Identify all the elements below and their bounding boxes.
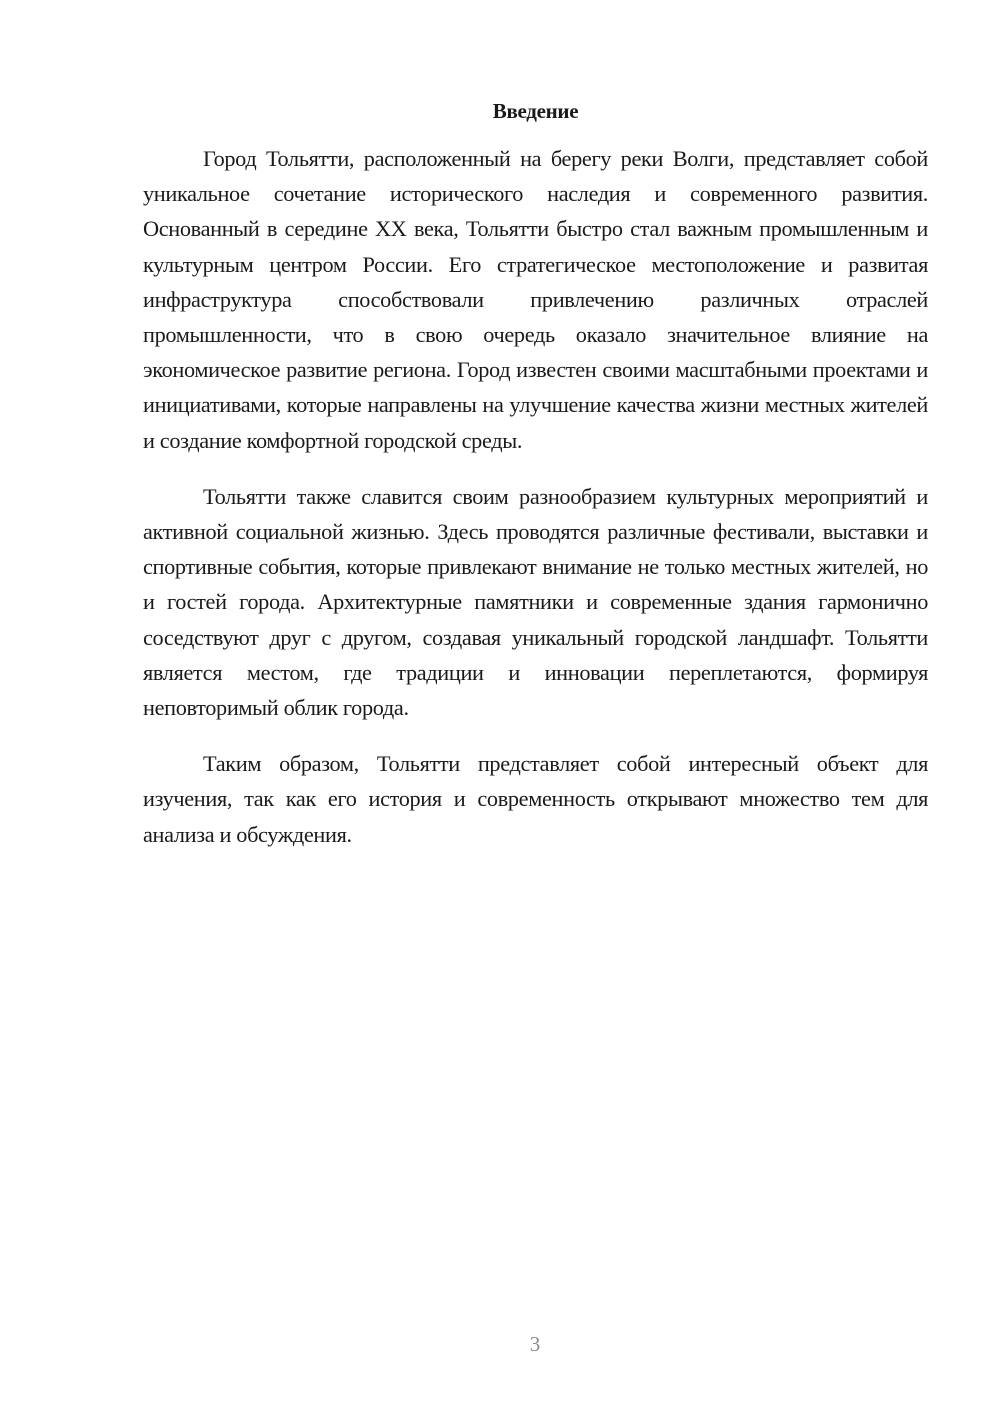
paragraph-3: Таким образом, Тольятти представляет собой интересный объект для изучения, так как его история и современность открывают множество тем для анализа и обсуждения.: [143, 751, 928, 847]
section-body: [143, 141, 928, 873]
paragraph-2: Тольятти также славится своим разнообразием культурных мероприятий и активной социальной жизнью. Здесь проводятся различные фестивали, выставки и спортивные события, которые привлекают внимание не только местных жителей, но и гостей города. Архитектурные памятники и современные здания гармонично соседствуют друг с другом, создавая уникальный городской ландшафт. Тольятти является местом, где традиции и инновации переплетаются, формируя неповторимый облик города.: [143, 483, 928, 721]
section-title: Введение: [492, 99, 579, 123]
paragraph-1: Город Тольятти, расположенный на берегу реки Волги, представляет собой уникальное сочетание исторического наследия и современного развития. Основанный в середине XX века, Тольятти быстро стал важным промышленным и культурным центром России. Его стратегическое местоположение и развитая инфраструктура способствовали привлечению различных отраслей промышленности, что в свою очередь оказало значительное влияние на экономическое развитие региона. Город известен своими масштабными проектами и инициативами, которые направлены на улучшение качества жизни местных жителей и создание комфортной городской среды.: [143, 146, 928, 453]
page-number: 3: [529, 1332, 541, 1356]
